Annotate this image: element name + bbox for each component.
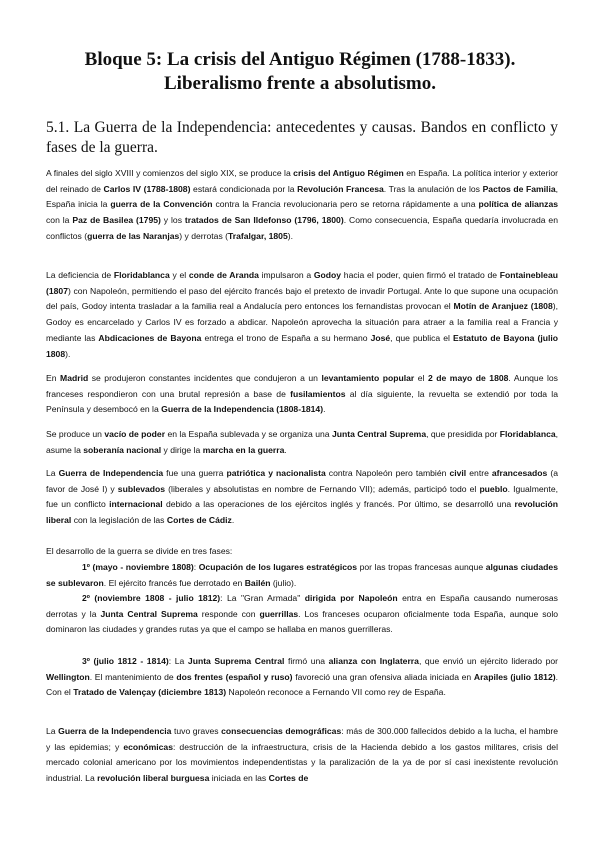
paragraph-antecedentes: A finales del siglo XVIII y comienzos del siglo XIX, se produce la crisis del Antiguo Régimen en España. La política interior y exterior del reinado de Carlos IV (1788-1808) estará condicionada por la Revolución Francesa. Tras la anulación de los Pactos de Familia, España inicia la guerra de la Convención contra la Francia revolucionaria pero se retorna rápidamente a una política de alianzas con la Paz de Basilea (1795) y los tratados de San Ildefonso (1796, 1800). Como consecuencia, España quedaría involucrada en conflictos (guerra de las Naranjas) y derrotas (Trafalgar, 1805). xyxy=(46,168,559,241)
paragraph-levantamiento: En Madrid se produjeron constantes incidentes que condujeron a un levantamiento popular el 2 de mayo de 1808. Aunque los franceses respondieron con una brutal represión a base de fusilamientos al día siguiente, la revuelta se extendió por toda la Península y desembocó en la Guerra de la Independencia (1808-1814). xyxy=(46,373,558,415)
phase-3: 3º (julio 1812 - 1814): La Junta Suprema Central firmó una alianza con Inglaterra, que envió un ejército liderado por Wellington. El mantenimiento de dos frentes (español y ruso) favoreció una gran ofensiva aliada iniciada en Arapiles (julio 1812). Con el Tratado de Valençay (diciembre 1813) Napoleón reconoce a Fernando VII como rey de España. xyxy=(46,656,559,698)
paragraph-consecuencias: La Guerra de la Independencia tuvo graves consecuencias demográficas: más de 300.000 fallecidos debido a la lucha, el hambre y las epidemias; y económicas: destrucción de la infraestructura, crisis de la Hacienda debido a los gastos militares, crisis del mercado colonial americano por los movimientos independentistas y la paralización de la ya de por sí casi inexistente revolución industrial. La revolución liberal burguesa iniciada en las Cortes de xyxy=(46,726,559,784)
title-line-1: Bloque 5: La crisis del Antiguo Régimen (1788-1833). xyxy=(84,49,516,70)
section-heading: 5.1. La Guerra de la Independencia: antecedentes y causas. Bandos en conflicto y fases de la guerra. xyxy=(46,119,558,156)
page-title xyxy=(40,48,560,96)
paragraph-junta: Se produce un vacío de poder en la España sublevada y se organiza una Junta Central Suprema, que presidida por Floridablanca, asume la soberanía nacional y dirige la marcha en la guerra. xyxy=(46,429,559,455)
paragraph-fases-intro: El desarrollo de la guerra se divide en tres fases: xyxy=(46,546,233,556)
phase-1: 1º (mayo - noviembre 1808): Ocupación de los lugares estratégicos por las tropas francesas aunque algunas ciudades se sublevaron. El ejército francés fue derrotado en Bailén (julio). xyxy=(46,562,558,588)
paragraph-godoy: La deficiencia de Floridablanca y el conde de Aranda impulsaron a Godoy hacia el poder, quien firmó el tratado de Fontainebleau (1807) con Napoleón, permitiendo el paso del ejército francés bajo el pretexto de invadir Portugal. Ante lo que supone una ocupación del país, Godoy intenta trasladar a la familia real a Andalucía pero entonces los fernandistas provocan el Motín de Aranjuez (1808), Godoy es encarcelado y Carlos IV es forzado a abdicar. Napoleón aprovecha la situación para atraer a la familia real a Francia y mediante las Abdicaciones de Bayona entrega el trono de España a su hermano José, que publica el Estatuto de Bayona (julio 1808). xyxy=(46,270,558,359)
phase-2: 2º (noviembre 1808 - julio 1812): La "Gran Armada" dirigida por Napoleón entra en España causando numerosas derrotas y la Junta Central Suprema responde con guerrillas. Los franceses ocuparon oficialmente toda España, aunque solo dominaron las ciudades y grandes rutas ya que el campo se hallaba en manos guerrilleras. xyxy=(46,593,559,635)
title-line-2: Liberalismo frente a absolutismo. xyxy=(164,73,436,94)
paragraph-caracter-guerra: La Guerra de Independencia fue una guerra patriótica y nacionalista contra Napoleón pero también civil entre afrancesados (a favor de José I) y sublevados (liberales y absolutistas en nombre de Fernando VII); además, participó todo el pueblo. Igualmente, fue un conflicto internacional debido a las operaciones de los ejércitos inglés y francés. Por último, se desarrolló una revolución liberal con la legislación de las Cortes de Cádiz. xyxy=(46,468,559,526)
